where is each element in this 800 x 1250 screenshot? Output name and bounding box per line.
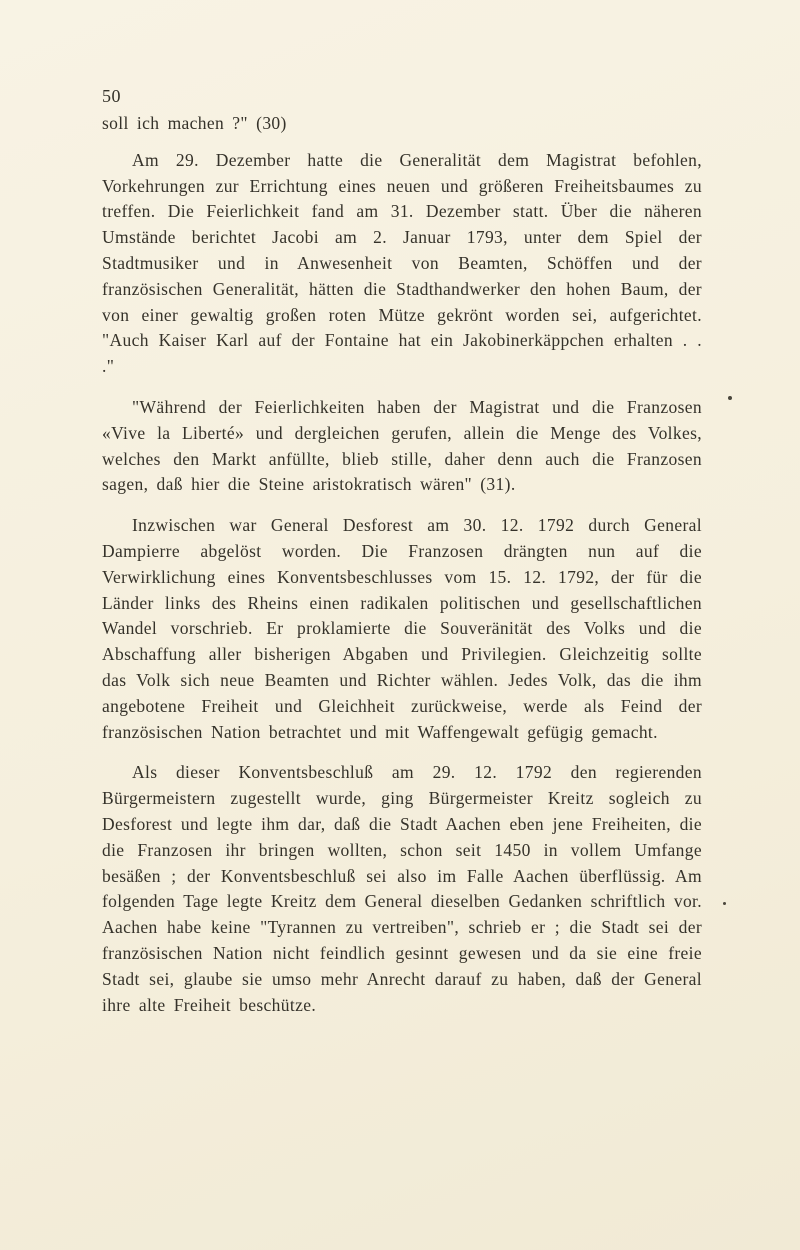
paragraph-3: Inzwischen war General Desforest am 30. 12. 1792 durch General Dampierre abgelöst worden. Die Franzosen drängten nun auf die Verwirklichung eines Konventsbeschlusses vom 15. 12. 1792, der für die Länder links des Rheins einen radikalen politischen und gesellschaftlichen Wandel vorschrieb. Er proklamierte die Souveränität des Volks und die Abschaffung aller bisherigen Abgaben und Privilegien. Gleichzeitig sollte das Volk sich neue Beamten und Richter wählen. Jedes Volk, das die ihm angebotene Freiheit und Gleichheit zurückweise, werde als Feind der französischen Nation betrachtet und mit Waffengewalt gefügig gemacht. (102, 515, 702, 742)
paragraph-2: "Während der Feierlichkeiten haben der Magistrat und die Franzosen «Vive la Liberté» und dergleichen gerufen, allein die Menge des Volkes, welches den Markt anfüllte, blieb stille, daher denn auch die Franzosen sagen, daß hier die Steine aristokratisch wären" (31). (102, 396, 702, 495)
text-block (102, 111, 702, 1018)
paragraph-4: Als dieser Konventsbeschluß am 29. 12. 1792 den regierenden Bürgermeistern zugestellt wurde, ging Bürgermeister Kreitz sogleich zu Desforest und legte ihm dar, daß die Stadt Aachen eben jene Freiheiten, die die Franzosen ihr bringen wollten, schon seit 1450 in vollem Umfange besäßen ; der Konventsbeschluß sei also im Falle Aachen überflüssig. Am folgenden Tage legte Kreitz dem General dieselben Gedanken schriftlich vor. Aachen habe keine "Tyrannen zu vertreiben", schrieb er ; die Stadt sei der französischen Nation nicht feindlich gesinnt gewesen und da sie eine freie Stadt sei, glaube sie umso mehr Anrecht darauf zu haben, daß der General ihre alte Freiheit beschütze. (102, 762, 702, 1015)
continuation-line: soll ich machen ?" (30) (102, 113, 287, 133)
page-number: 50 (102, 86, 121, 106)
scan-speck (723, 902, 726, 905)
paragraph-1: Am 29. Dezember hatte die Generalität dem Magistrat befohlen, Vorkehrungen zur Errichtung eines neuen und größeren Freiheitsbaumes zu treffen. Die Feierlichkeit fand am 31. Dezember statt. Über die näheren Umstände berichtet Jacobi am 2. Januar 1793, unter dem Spiel der Stadtmusiker und in Anwesenheit von Beamten, Schöffen und der französischen Generalität, hätten die Stadthandwerker den hohen Baum, der von einer gewaltig großen roten Mütze gekrönt worden sei, aufgerichtet. "Auch Kaiser Karl auf der Fontaine hat ein Jakobinerkäppchen erhalten . . ." (102, 149, 702, 377)
scan-speck (728, 396, 732, 400)
